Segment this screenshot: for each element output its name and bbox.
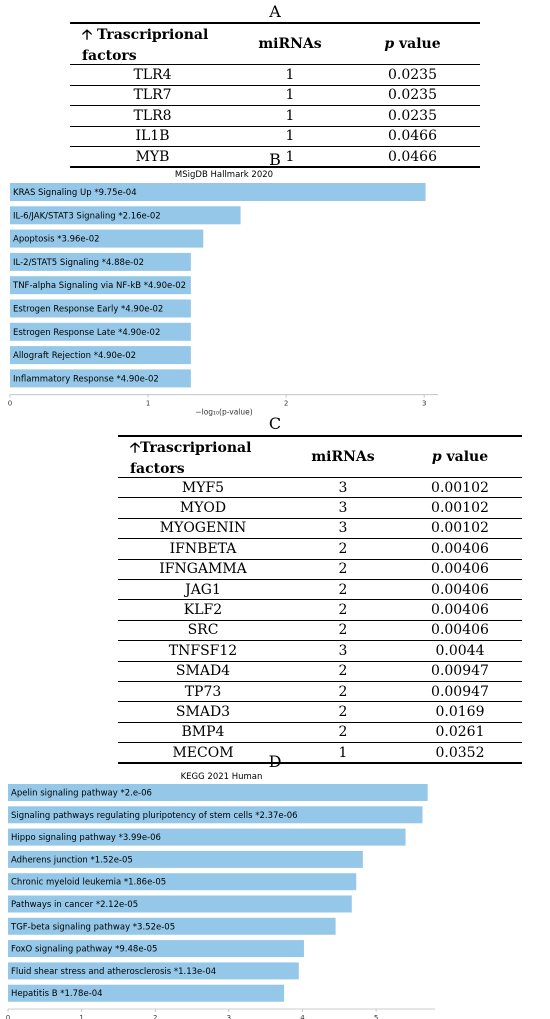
p-value-cell: 0.0044 [435, 642, 485, 659]
mirnas-cell: 2 [338, 561, 348, 578]
bar-label: Apelin signaling pathway *2.e-06 [11, 788, 152, 799]
table-row [118, 600, 522, 620]
bar-label: Fluid shear stress and atherosclerosis *1.13e-04 [11, 966, 217, 977]
transcription-factors-table-a [70, 22, 480, 168]
bar-label: TGF-beta signaling pathway *3.52e-05 [11, 922, 176, 933]
factor-cell: TNFSF12 [168, 642, 238, 659]
p-value-cell: 0.0466 [388, 148, 437, 165]
mirnas-cell: 1 [285, 66, 295, 83]
panel-d-letter: D [268, 752, 282, 771]
table-row [118, 681, 522, 701]
table-row [118, 539, 522, 559]
bar-label: Signaling pathways regulating pluripotency of stem cells *2.37e-06 [11, 810, 298, 821]
x-tick-label: 4 [300, 1014, 305, 1019]
p-value-cell: 0.00947 [431, 663, 489, 680]
transcription-factors-table-c [118, 435, 522, 764]
bar-label: Hepatitis B *1.78e-04 [11, 989, 103, 1000]
mirnas-cell: 1 [285, 87, 295, 104]
p-value-cell: 0.00406 [431, 581, 489, 598]
p-value-cell: 0.0235 [388, 107, 437, 124]
bar-label: Inflammatory Response *4.90e-02 [13, 374, 159, 385]
factor-cell: MYF5 [181, 479, 225, 496]
p-value-cell: 0.0235 [388, 87, 437, 104]
factor-cell: JAG1 [185, 581, 221, 598]
table-row [118, 722, 522, 742]
table-row [70, 106, 480, 127]
mirnas-cell: 2 [338, 581, 348, 598]
factor-cell: TP73 [184, 683, 222, 700]
chart-title: KEGG 2021 Human [180, 772, 263, 782]
mirnas-cell: 3 [338, 520, 348, 537]
factor-cell: SMAD3 [175, 703, 231, 720]
table-row [118, 518, 522, 538]
header-transcription-factors: 🡡Trascriprional factors [130, 440, 252, 477]
panel-b-letter: B [269, 150, 281, 169]
arrow-up-icon: 🡡 [130, 440, 141, 456]
mirnas-cell: 1 [338, 744, 348, 761]
factor-cell: SMAD4 [175, 663, 231, 680]
factor-cell: MYB [135, 148, 170, 165]
p-value-cell: 0.0169 [435, 703, 485, 720]
kegg-2021-human-bar-chart [0, 768, 550, 1018]
table-row [70, 85, 480, 106]
mirnas-cell: 3 [338, 479, 348, 496]
factor-cell: TLR7 [133, 87, 172, 104]
arrow-up-icon: 🡡 [82, 27, 93, 43]
x-tick-label: 2 [153, 1014, 158, 1019]
p-value-cell: 0.00102 [431, 500, 489, 517]
p-value-cell: 0.0261 [435, 724, 485, 741]
mirnas-cell: 2 [338, 540, 348, 557]
chart-title: MSigDB Hallmark 2020 [174, 170, 274, 180]
msigdb-hallmark-bar-chart [0, 166, 550, 417]
mirnas-cell: 2 [338, 622, 348, 639]
bar-label: Estrogen Response Late *4.90e-02 [13, 327, 161, 338]
table-row [118, 498, 522, 518]
bar-label: Apoptosis *3.96e-02 [13, 234, 100, 245]
mirnas-cell: 3 [338, 500, 348, 517]
header-transcription-factors: 🡡 Trascriprional factors [82, 27, 209, 64]
x-tick-label: 0 [5, 1014, 11, 1019]
bar-label: Allograft Rejection *4.90e-02 [13, 351, 137, 362]
x-tick-label: 2 [283, 399, 289, 408]
mirnas-cell: 1 [285, 148, 295, 165]
p-value-cell: 0.00102 [431, 479, 489, 496]
x-tick-label: 3 [226, 1014, 232, 1019]
mirnas-cell: 1 [285, 107, 295, 124]
x-tick-label: 5 [373, 1014, 379, 1019]
header-mirnas: miRNAs [311, 449, 375, 465]
factor-cell: SRC [187, 622, 219, 639]
bar-label: IL-2/STAT5 Signaling *4.88e-02 [13, 257, 145, 268]
table-row [118, 620, 522, 640]
bar-label: IL-6/JAK/STAT3 Signaling *2.16e-02 [13, 211, 161, 222]
table-row [118, 559, 522, 579]
panel-c-letter: C [268, 414, 282, 433]
header-mirnas: miRNAs [258, 36, 322, 52]
p-value-cell: 0.00406 [431, 602, 489, 619]
factor-cell: IFNGAMMA [159, 561, 247, 578]
mirnas-cell: 2 [338, 602, 348, 619]
table-row [118, 641, 522, 661]
factor-cell: TLR8 [133, 107, 172, 124]
p-value-cell: 0.00406 [431, 561, 489, 578]
p-value-cell: 0.0235 [388, 66, 437, 83]
table-row [118, 579, 522, 599]
bar-label: KRAS Signaling Up *9.75e-04 [13, 188, 137, 198]
factor-cell: MECOM [172, 744, 234, 761]
table-row [70, 65, 480, 86]
factor-cell: TLR4 [133, 66, 172, 83]
p-value-cell: 0.00947 [431, 683, 489, 700]
x-axis-label: −log₁₀(p-value) [195, 407, 253, 417]
mirnas-cell: 2 [338, 663, 348, 680]
factor-cell: KLF2 [183, 602, 223, 619]
x-tick-label: 1 [145, 399, 151, 408]
bar-label: Chronic myeloid leukemia *1.86e-05 [11, 877, 167, 888]
mirnas-cell: 2 [338, 724, 348, 741]
p-value-cell: 0.0466 [388, 128, 437, 145]
factor-cell: IL1B [135, 128, 170, 145]
table-row [118, 661, 522, 681]
bar-label: FoxO signaling pathway *9.48e-05 [11, 944, 158, 955]
bar-label: Estrogen Response Early *4.90e-02 [13, 304, 164, 315]
x-tick-label: 0 [7, 399, 13, 408]
p-value-cell: 0.00102 [431, 520, 489, 537]
table-row [118, 702, 522, 722]
mirnas-cell: 1 [285, 128, 295, 145]
bar-label: Hippo signaling pathway *3.99e-06 [11, 833, 161, 844]
x-tick-label: 3 [421, 399, 427, 408]
factor-cell: IFNBETA [169, 540, 237, 557]
p-value-cell: 0.00406 [431, 540, 489, 557]
bar-label: TNF-alpha Signaling via NF-kB *4.90e-02 [13, 281, 187, 292]
mirnas-cell: 2 [338, 683, 348, 700]
x-tick-label: 1 [79, 1014, 84, 1019]
table-row [118, 478, 522, 498]
bar-label: Adherens junction *1.52e-05 [11, 855, 133, 866]
mirnas-cell: 2 [338, 703, 348, 720]
header-p-value: p value [384, 36, 441, 52]
p-value-cell: 0.00406 [431, 622, 489, 639]
factor-cell: BMP4 [181, 724, 225, 741]
panel-a-letter: A [269, 2, 281, 21]
bar-label: Pathways in cancer *2.12e-05 [11, 900, 139, 910]
table-row [70, 126, 480, 147]
mirnas-cell: 3 [338, 642, 348, 659]
header-p-value: p value [431, 449, 489, 465]
factor-cell: MYOD [179, 500, 227, 517]
p-value-cell: 0.0352 [435, 744, 485, 761]
factor-cell: MYOGENIN [159, 520, 247, 537]
